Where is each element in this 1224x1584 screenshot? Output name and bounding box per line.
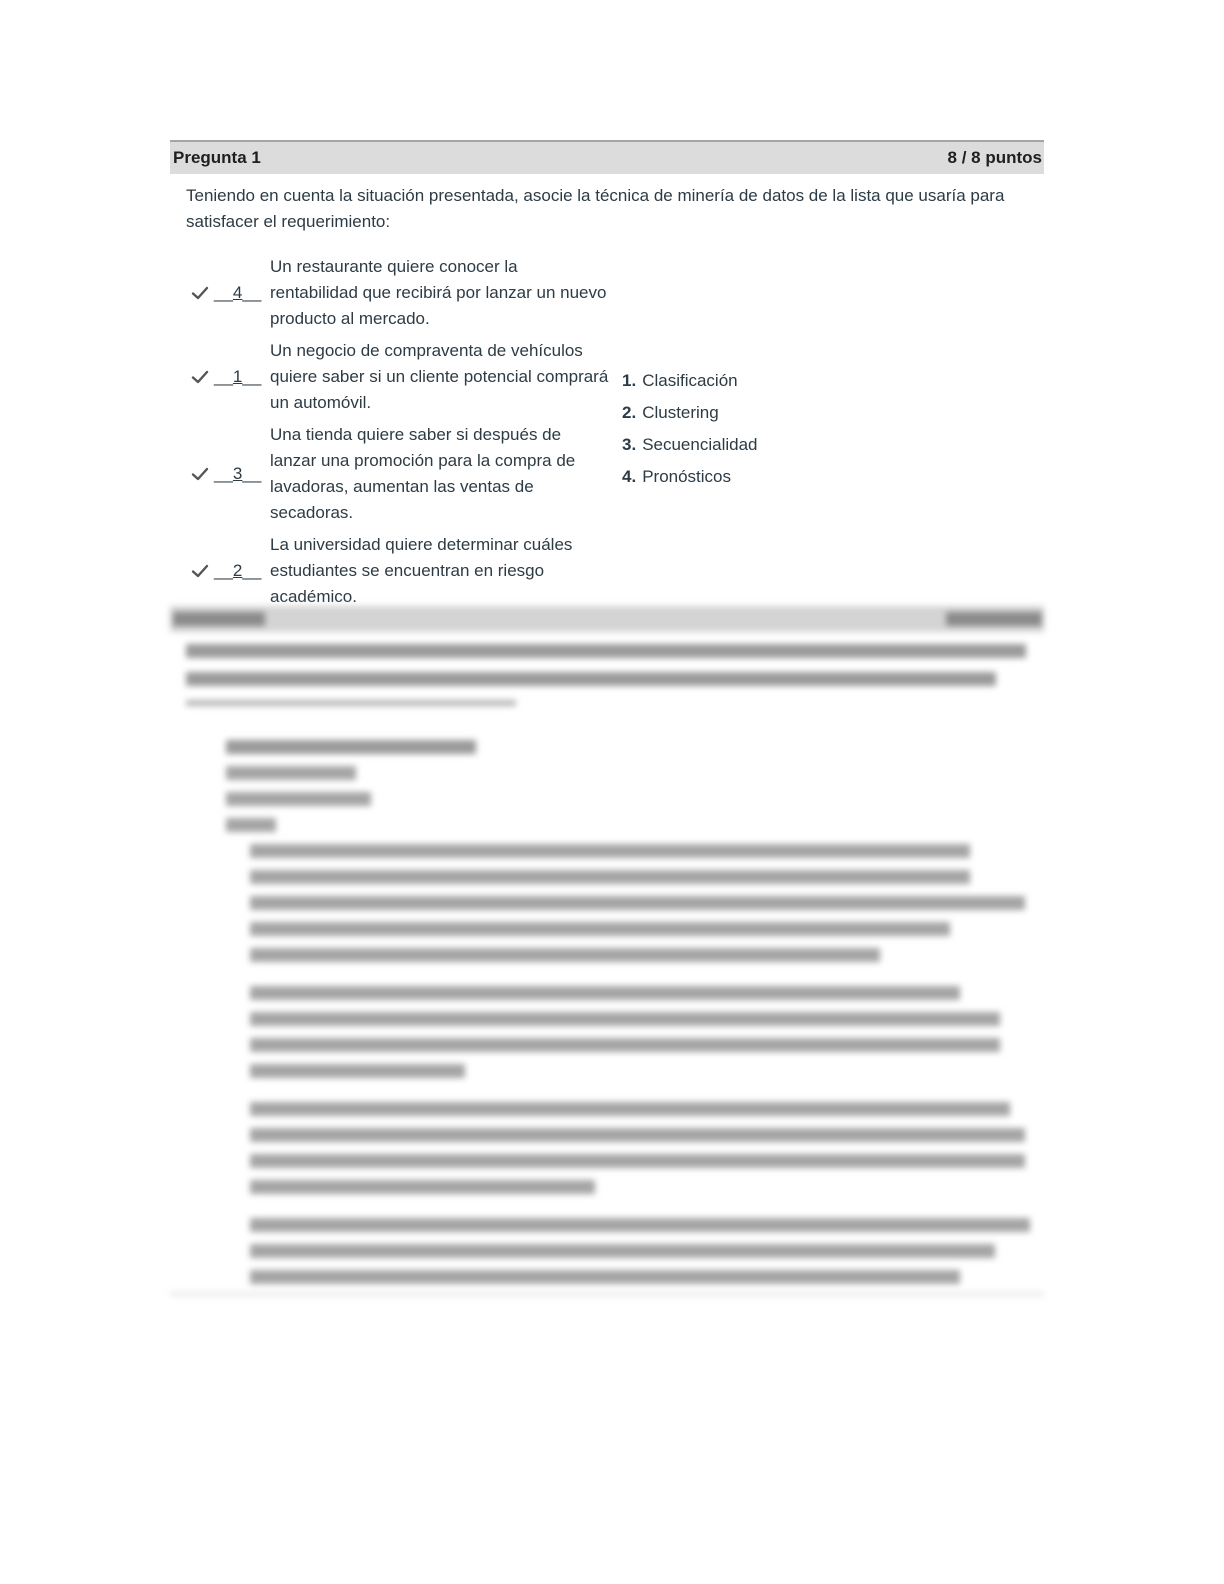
match-prompt: Un restaurante quiere conocer la rentabilidad que recibirá por lanzar un nuevo producto al mercado. bbox=[270, 257, 607, 328]
checkmark-icon bbox=[190, 561, 210, 581]
blurred-list bbox=[226, 740, 1044, 832]
options-list bbox=[622, 365, 758, 493]
match-prompt: Una tienda quiere saber si después de lanzar una promoción para la compra de lavadoras, aumentan las ventas de secadoras. bbox=[270, 425, 576, 522]
option-item: 4. Pronósticos bbox=[622, 467, 732, 486]
question-header bbox=[170, 140, 1044, 174]
match-row bbox=[190, 335, 1044, 419]
answer-slot[interactable]: __4__ bbox=[214, 283, 262, 302]
checkmark-icon bbox=[190, 464, 210, 484]
option-item: 3. Secuencialidad bbox=[622, 435, 758, 454]
question-2-blurred bbox=[170, 606, 1044, 1296]
question-title: Pregunta 1 bbox=[173, 148, 261, 167]
question-1 bbox=[170, 140, 1044, 606]
checkmark-icon bbox=[190, 367, 210, 387]
match-prompt: La universidad quiere determinar cuáles estudiantes se encuentran en riesgo académico. bbox=[270, 535, 573, 606]
match-prompt: Un negocio de compraventa de vehículos quiere saber si un cliente potencial comprará un automóvil. bbox=[270, 341, 609, 412]
question-header-blurred bbox=[170, 606, 1044, 632]
answer-slot[interactable]: __1__ bbox=[214, 367, 262, 386]
answer-slot[interactable]: __2__ bbox=[214, 561, 262, 580]
answer-slot[interactable]: __3__ bbox=[214, 464, 262, 483]
option-item: 1. Clasificación bbox=[622, 371, 738, 390]
match-row bbox=[190, 529, 1044, 606]
option-item: 2. Clustering bbox=[622, 403, 719, 422]
blurred-answers bbox=[250, 844, 1044, 1296]
matching-area bbox=[170, 251, 1044, 606]
question-text: Teniendo en cuenta la situación presentada, asocie la técnica de minería de datos de la lista que usaría para satisfacer el requerimiento: bbox=[186, 186, 1005, 231]
blurred-question-text bbox=[186, 644, 1030, 706]
match-row bbox=[190, 419, 1044, 529]
match-row bbox=[190, 251, 1044, 335]
question-score: 8 / 8 puntos bbox=[947, 148, 1042, 167]
checkmark-icon bbox=[190, 283, 210, 303]
